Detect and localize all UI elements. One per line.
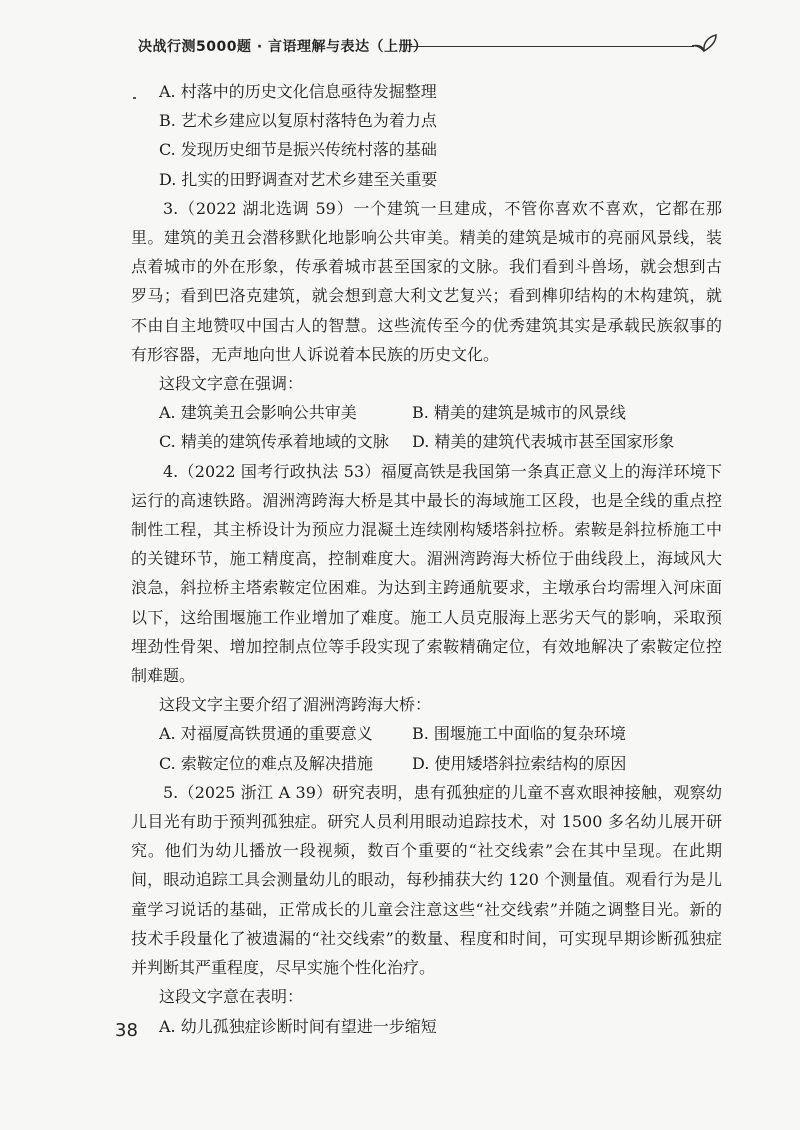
q2-option-a: A. 村落中的历史文化信息亟待发掘整理 bbox=[159, 82, 437, 101]
q4-option-d: D. 使用矮塔斜拉索结构的原因 bbox=[412, 753, 627, 773]
q4-option-b: B. 围堰施工中面临的复杂环境 bbox=[412, 724, 626, 744]
question-4-prompt: 这段文字主要介绍了湄洲湾跨海大桥： bbox=[159, 695, 432, 715]
question-3-options-row-2 bbox=[131, 427, 722, 456]
running-header bbox=[138, 32, 738, 62]
question-3-prompt: 这段文字意在强调： bbox=[159, 374, 304, 394]
book-title: 决战行测5000题 · 言语理解与表达（上册） bbox=[138, 39, 428, 55]
header-rule bbox=[410, 46, 694, 47]
q3-option-b: B. 精美的建筑是城市的风景线 bbox=[412, 403, 626, 423]
page-body bbox=[131, 77, 722, 1041]
question-4-options-row-1 bbox=[131, 719, 722, 748]
q2-option-d: D. 扎实的田野调查对艺术乡建至关重要 bbox=[159, 169, 438, 189]
q2-option-c: C. 发现历史细节是振兴传统村落的基础 bbox=[159, 140, 437, 160]
question-4-options-row-2 bbox=[131, 749, 722, 778]
q4-option-c: C. 索鞍定位的难点及解决措施 bbox=[159, 753, 373, 773]
q2-option-b: B. 艺术乡建应以复原村落特色为着力点 bbox=[159, 111, 437, 131]
scan-speck bbox=[133, 97, 136, 99]
q3-option-d: D. 精美的建筑代表城市甚至国家形象 bbox=[412, 432, 675, 452]
q3-option-a: A. 建筑美丑会影响公共审美 bbox=[159, 403, 357, 423]
q4-option-a: A. 对福厦高铁贯通的重要意义 bbox=[159, 724, 373, 744]
question-5-prompt: 这段文字意在表明： bbox=[159, 987, 304, 1007]
sprout-icon bbox=[688, 32, 720, 58]
question-5-stem: 5.（2025 浙江 A 39）研究表明，患有孤独症的儿童不喜欢眼神接触，观察幼儿目光有助于预判孤独症。研究人员利用眼动追踪技术，对 1500 多名幼儿展开研究。他们为幼儿播放一段视频，数百个重要的“社交线索”会在其中呈现。在此期间，眼动追踪工具会测量幼儿的眼动，每秒捕获大约 120 个测量值。观看行为是儿童学习说话的基础，正常成长的儿童会注意这些“社交线索”并随之调整目光。新的技术手段量化了被遗漏的“社交线索”的数量、程度和时间，可实现早期诊断孤独症并判断其严重程度，尽早实施个性化治疗。 bbox=[131, 782, 722, 978]
page-number: 38 bbox=[115, 1020, 138, 1041]
question-3-options-row-1 bbox=[131, 398, 722, 427]
q5-option-a: A. 幼儿孤独症诊断时间有望进一步缩短 bbox=[159, 1016, 437, 1036]
q3-option-c: C. 精美的建筑传承着地域的文脉 bbox=[159, 432, 389, 452]
question-3-stem: 3.（2022 湖北选调 59）一个建筑一旦建成，不管你喜欢不喜欢，它都在那里。建筑的美丑会潜移默化地影响公共审美。精美的建筑是城市的亮丽风景线，装点着城市的外在形象，传承着城市甚至国家的文脉。我们看到斗兽场，就会想到古罗马；看到巴洛克建筑，就会想到意大利文艺复兴；看到榫卯结构的木构建筑，就不由自主地赞叹中国古人的智慧。这些流传至今的优秀建筑其实是承载民族叙事的有形容器，无声地向世人诉说着本民族的历史文化。 bbox=[131, 198, 722, 364]
question-4-stem: 4.（2022 国考行政执法 53）福厦高铁是我国第一条真正意义上的海洋环境下运行的高速铁路。湄洲湾跨海大桥是其中最长的海域施工区段，也是全线的重点控制性工程，其主桥设计为预应力混凝土连续刚构矮塔斜拉桥。索鞍是斜拉桥施工中的关键环节，施工精度高，控制难度大。湄洲湾跨海大桥位于曲线段上，海域风大浪急，斜拉桥主塔索鞍定位困难。为达到主跨通航要求，主墩承台均需埋入河床面以下，这给围堰施工作业增加了难度。施工人员克服海上恶劣天气的影响，采取预埋劲性骨架、增加控制点位等手段实现了索鞍精确定位，有效地解决了索鞍定位控制难题。 bbox=[131, 461, 722, 686]
